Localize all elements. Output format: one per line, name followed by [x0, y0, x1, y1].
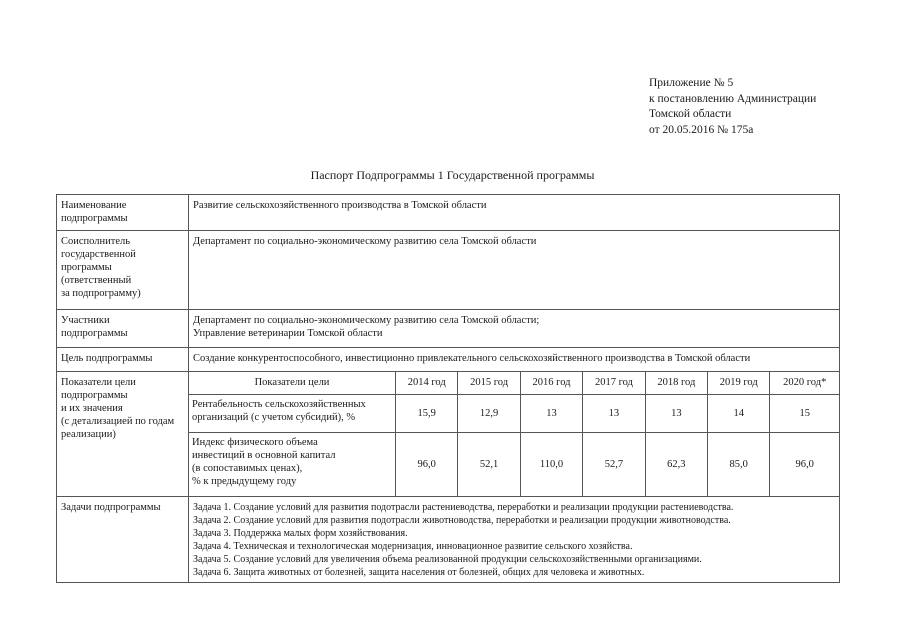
indicator-value: 62,3: [645, 432, 707, 496]
task-item: Задача 2. Создание условий для развития подотрасли животноводства, переработки и реализации продукции животноводства.: [193, 515, 731, 526]
indicator-name: [189, 432, 396, 496]
row-participants-label: [57, 310, 189, 348]
row-tasks-label: Задачи подпрограммы: [57, 497, 189, 583]
indicator-row: [189, 432, 839, 496]
label-line: подпрограммы: [61, 328, 128, 339]
appendix-date: от 20.05.2016 № 175а: [649, 123, 754, 136]
task-item: Задача 3. Поддержка малых форм хозяйствования.: [193, 528, 408, 539]
indicator-value: 13: [583, 394, 645, 432]
indicator-name-line: (в сопоставимых ценах),: [192, 462, 303, 474]
row-indicators: [57, 372, 840, 497]
task-item: Задача 1. Создание условий для развития подотрасли растениеводства, переработки и реализации продукции растениеводства.: [193, 502, 734, 513]
task-item: Задача 5. Создание условий для увеличения объема реализованной продукции сельскохозяйственными организациями.: [193, 554, 702, 565]
indicators-header-name: Показатели цели: [189, 372, 396, 394]
indicator-value: 52,7: [583, 432, 645, 496]
year-header: 2016 год: [520, 372, 582, 394]
indicator-row: [189, 394, 839, 432]
row-goal-value: Создание конкурентоспособного, инвестиционно привлекательного сельскохозяйственного производства в Томской области: [189, 348, 840, 372]
row-goal: [57, 348, 840, 372]
row-coexecutor-label: [57, 231, 189, 310]
year-header: 2020 год*: [770, 372, 839, 394]
year-header: 2014 год: [396, 372, 458, 394]
appendix-header: [649, 76, 816, 138]
participant-line: Департамент по социально-экономическому развитию села Томской области;: [193, 315, 540, 326]
year-header: 2015 год: [458, 372, 520, 394]
indicator-value: 12,9: [458, 394, 520, 432]
indicator-value: 15,9: [396, 394, 458, 432]
appendix-resolution: к постановлению Администрации: [649, 92, 817, 105]
row-indicators-label: [57, 372, 189, 497]
indicator-value: 13: [520, 394, 582, 432]
indicator-name-line: инвестиций в основной капитал: [192, 449, 336, 461]
indicator-value: 96,0: [770, 432, 839, 496]
indicator-value: 14: [708, 394, 770, 432]
label-line: реализации): [61, 429, 116, 440]
label-line: за подпрограмму): [61, 288, 141, 299]
indicators-cell: [189, 372, 840, 497]
participant-line: Управление ветеринарии Томской области: [193, 328, 383, 339]
year-header: 2019 год: [708, 372, 770, 394]
label-line: программы: [61, 262, 112, 273]
passport-table: [56, 194, 840, 583]
page-title: Паспорт Подпрограммы 1 Государственной программы: [310, 168, 595, 182]
row-goal-label: Цель подпрограммы: [57, 348, 189, 372]
row-coexecutor: [57, 231, 840, 310]
indicator-value: 52,1: [458, 432, 520, 496]
task-item: Задача 6. Защита животных от болезней, защита населения от болезней, общих для человека и животных.: [193, 567, 645, 578]
row-name-value: Развитие сельскохозяйственного производства в Томской области: [189, 195, 840, 231]
indicator-value: 85,0: [708, 432, 770, 496]
task-item: Задача 4. Техническая и технологическая модернизация, инновационное развитие сельского хозяйства.: [193, 541, 633, 552]
appendix-region: Томской области: [649, 108, 732, 120]
indicator-value: 110,0: [520, 432, 582, 496]
indicator-value: 15: [770, 394, 839, 432]
indicator-value: 13: [645, 394, 707, 432]
row-name: [57, 195, 840, 231]
indicator-name-line: % к предыдущему году: [192, 475, 297, 487]
label-line: подпрограммы: [61, 390, 128, 401]
indicator-name-line: Индекс физического объема: [192, 436, 318, 448]
label-line: Соисполнитель: [61, 236, 131, 247]
label-line: (ответственный: [61, 275, 132, 286]
indicators-header-row: [189, 372, 839, 394]
label-line: государственной: [61, 249, 136, 260]
indicator-name: [189, 394, 396, 432]
row-tasks: [57, 497, 840, 583]
row-participants: [57, 310, 840, 348]
year-header: 2017 год: [583, 372, 645, 394]
label-line: и их значения: [61, 403, 123, 414]
row-participants-value: [189, 310, 840, 348]
row-tasks-value: [189, 497, 840, 583]
label-line: Участники: [61, 315, 110, 326]
indicator-name-line: Рентабельность сельскохозяйственных: [192, 398, 366, 410]
indicator-value: 96,0: [396, 432, 458, 496]
indicators-table: [189, 372, 839, 496]
year-header: 2018 год: [645, 372, 707, 394]
row-name-label: Наименование подпрограммы: [57, 195, 189, 231]
label-line: Показатели цели: [61, 377, 136, 388]
appendix-number: Приложение № 5: [649, 77, 734, 89]
row-coexecutor-value: Департамент по социально-экономическому развитию села Томской области: [189, 231, 840, 310]
label-line: (с детализацией по годам: [61, 416, 175, 427]
indicator-name-line: организаций (с учетом субсидий), %: [192, 411, 356, 423]
